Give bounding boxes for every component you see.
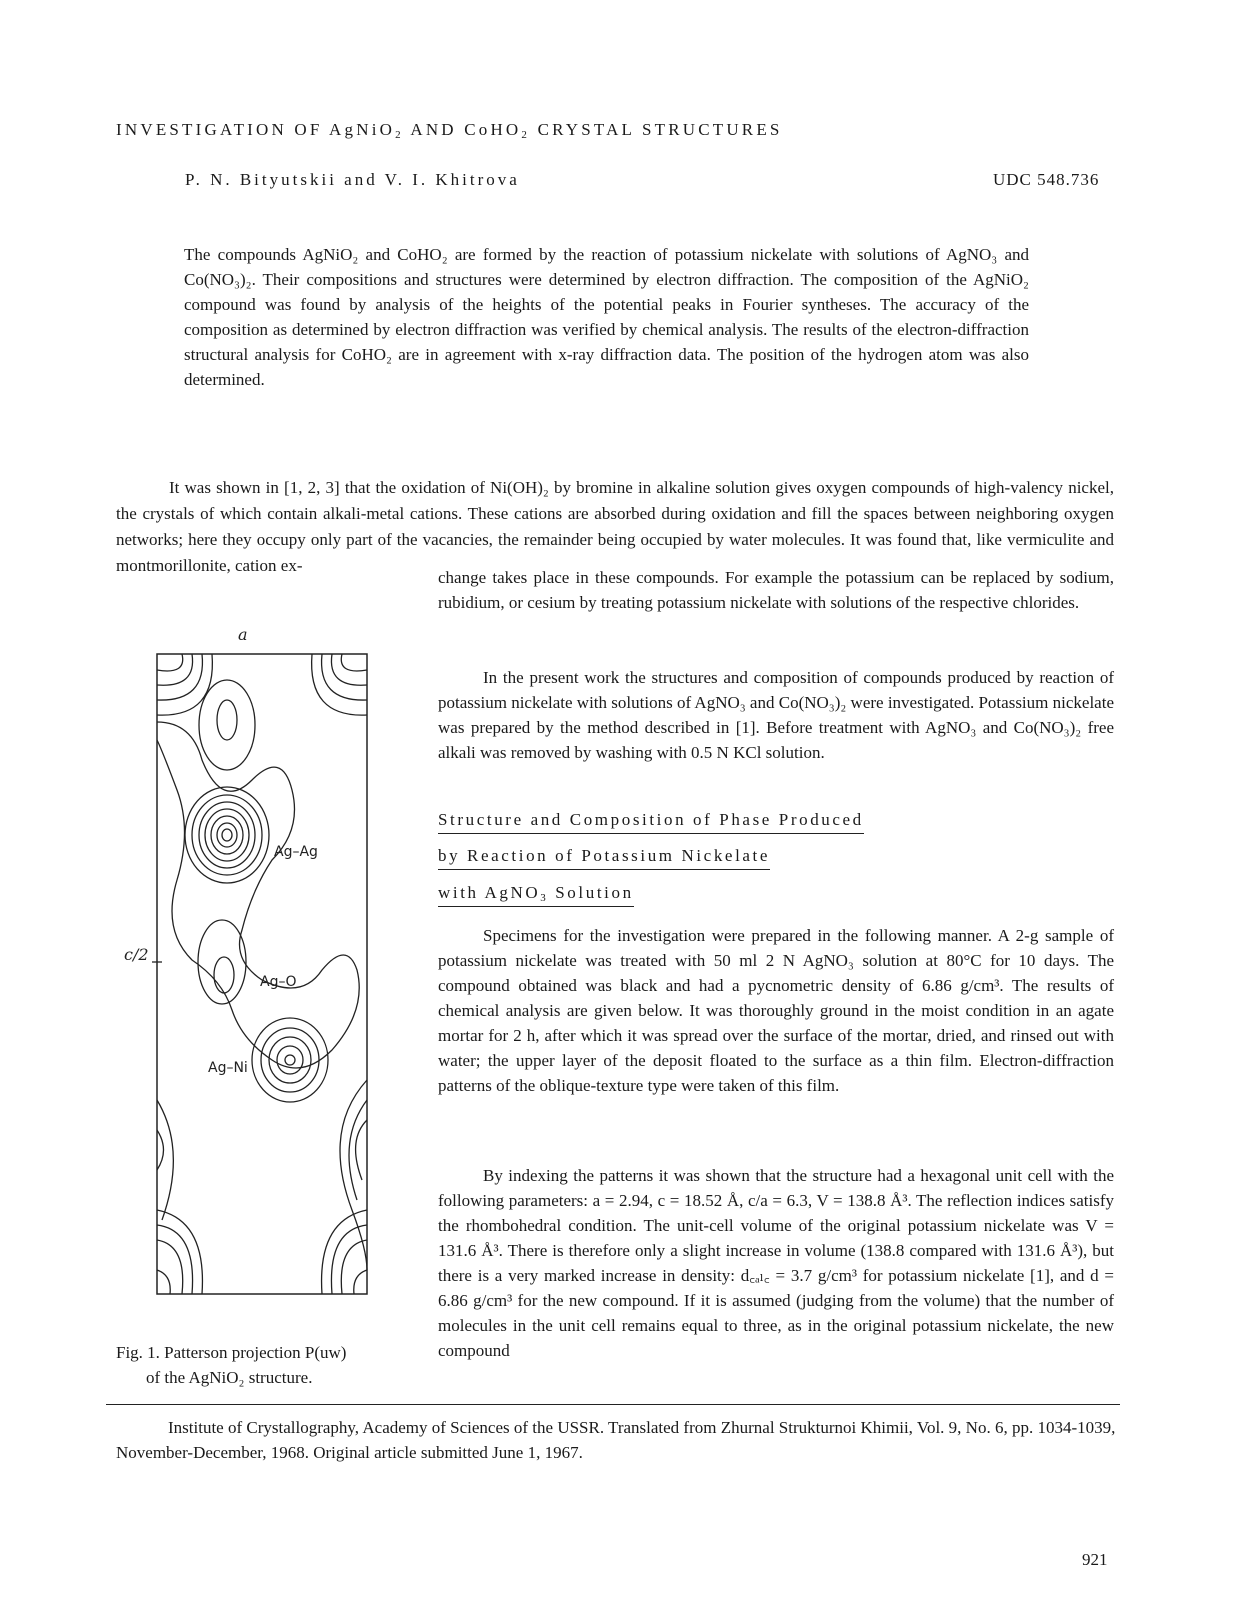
section-heading-line-1: Structure and Composition of Phase Produced (438, 810, 864, 834)
page-number: 921 (1082, 1550, 1108, 1569)
axis-label-c-half: c/2 (124, 945, 149, 964)
footer-divider (106, 1404, 1120, 1405)
intro-paragraph (116, 475, 1114, 579)
abstract-text: The compounds AgNiO₂ and CoHO₂ are formed by the reaction of potassium nickelate with solutions of AgNO₃ and Co(NO₃)₂. Their compositions and structures were determined by electron diffraction. The composition of the AgNiO₂ compound was found by analysis of the heights of the potential peaks in Fourier syntheses. The accuracy of the composition as determined by electron diffraction was verified by chemical analysis. The results of the electron-diffraction structural analysis for CoHO₂ are in agreement with x-ray diffraction data. The position of the hydrogen atom was also determined. (184, 245, 1029, 389)
authors: P. N. Bityutskii and V. I. Khitrova (185, 170, 520, 189)
patterson-contour-map (124, 625, 392, 1310)
footer-note: Institute of Crystallography, Academy of Sciences of the USSR. Translated from Zhurnal Strukturnoi Khimii, Vol. 9, No. 6, pp. 1034-1039, November-December, 1968. Original article submitted June 1, 1967. (116, 1418, 1116, 1462)
caption-line-2: of the AgNiO₂ structure. (146, 1368, 313, 1387)
contour-lower-left (157, 1100, 173, 1220)
section-heading-line-2: by Reaction of Potassium Nickelate (438, 846, 770, 870)
intro-paragraph-continued (438, 565, 1114, 615)
present-work-paragraph (438, 665, 1114, 765)
contour-outer-envelope (157, 722, 359, 1068)
intro-paragraph-cont-text: change takes place in these compounds. For example the potassium can be replaced by sodium, rubidium, or cesium by treating potassium nickelate with solutions of the respective chlorides. (438, 568, 1114, 612)
specimens-paragraph (438, 923, 1114, 1098)
section-heading-line-3: with AgNO$_3$ Solution (438, 883, 634, 907)
indexing-text: By indexing the patterns it was shown that the structure had a hexagonal unit cell with the following parameters: a = 2.94, c = 18.52 Å, c/a = 6.3, V = 138.8 Å³. The reflection indices satisfy the rhombohedral condition. The unit-cell volume of the original potassium nickelate was V = 131.6 Å³. There is therefore only a slight increase in volume (138.8 compared with 131.6 Å³), but there is a very marked increase in density: d꜀ₐₗ꜀ = 3.7 g/cm³ for potassium nickelate [1], and d = 6.86 g/cm³ for the new compound. If it is assumed (judging from the volume) that the number of molecules in the unit cell remains equal to three, as in the original potassium nickelate, the new compound (438, 1166, 1114, 1360)
contour-top-right (341, 654, 367, 671)
contour-top-left (157, 654, 183, 671)
caption-line-1: Fig. 1. Patterson projection P(uw) (116, 1343, 347, 1362)
intro-paragraph-text: It was shown in [1, 2, 3] that the oxidation of Ni(OH)₂ by bromine in alkaline solution gives oxygen compounds of high-valency nickel, the crystals of which contain alkali-metal cations. These cations are absorbed during oxidation and fill the spaces between neighboring oxygen networks; here they occupy only part of the vacancies, the remainder being occupied by water molecules. It was found that, like vermiculite and montmorillonite, cation ex- (116, 478, 1114, 575)
indexing-paragraph (438, 1163, 1114, 1363)
peak-agag-contours (185, 787, 269, 883)
abstract (184, 242, 1029, 392)
label-ag-o: Ag–O (260, 974, 297, 990)
peak-ago-contours (198, 920, 246, 1004)
axis-label-a: a (238, 625, 248, 644)
peak-upper-oval-outer (199, 680, 255, 770)
label-ag-ag: Ag–Ag (274, 844, 318, 860)
figure-caption (116, 1340, 416, 1390)
patterson-figure (124, 625, 392, 1315)
label-ag-ni: Ag–Ni (208, 1060, 248, 1076)
present-work-text: In the present work the structures and composition of compounds produced by reaction of potassium nickelate with solutions of AgNO₃ and Co(NO₃)₂ were investigated. Potassium nickelate was prepared by the method described in [1]. Before treatment with AgNO₃ and Co(NO₃)₂ free alkali was removed by washing with 0.5 N KCl solution. (438, 668, 1114, 762)
peak-agni-contours (252, 1018, 328, 1102)
specimens-text: Specimens for the investigation were prepared in the following manner. A 2-g sample of potassium nickelate was treated with 50 ml 2 N AgNO₃ solution at 80°C for 10 days. The compound obtained was black and had a pycnometric density of 6.86 g/cm³. The results of chemical analysis are given below. It was thoroughly ground in the moist condition in an agate mortar for 2 h, after which it was spread over the surface of the mortar, dried, and rinsed out with water; the upper layer of the deposit floated to the surface as a thin film. Electron-diffraction patterns of the oblique-texture type were taken of this film. (438, 926, 1114, 1095)
udc-code: UDC 548.736 (993, 170, 1100, 189)
paper-title: INVESTIGATION OF AgNiO$_2$ AND CoHO$_2$ CRYSTAL STRUCTURES (116, 120, 783, 141)
